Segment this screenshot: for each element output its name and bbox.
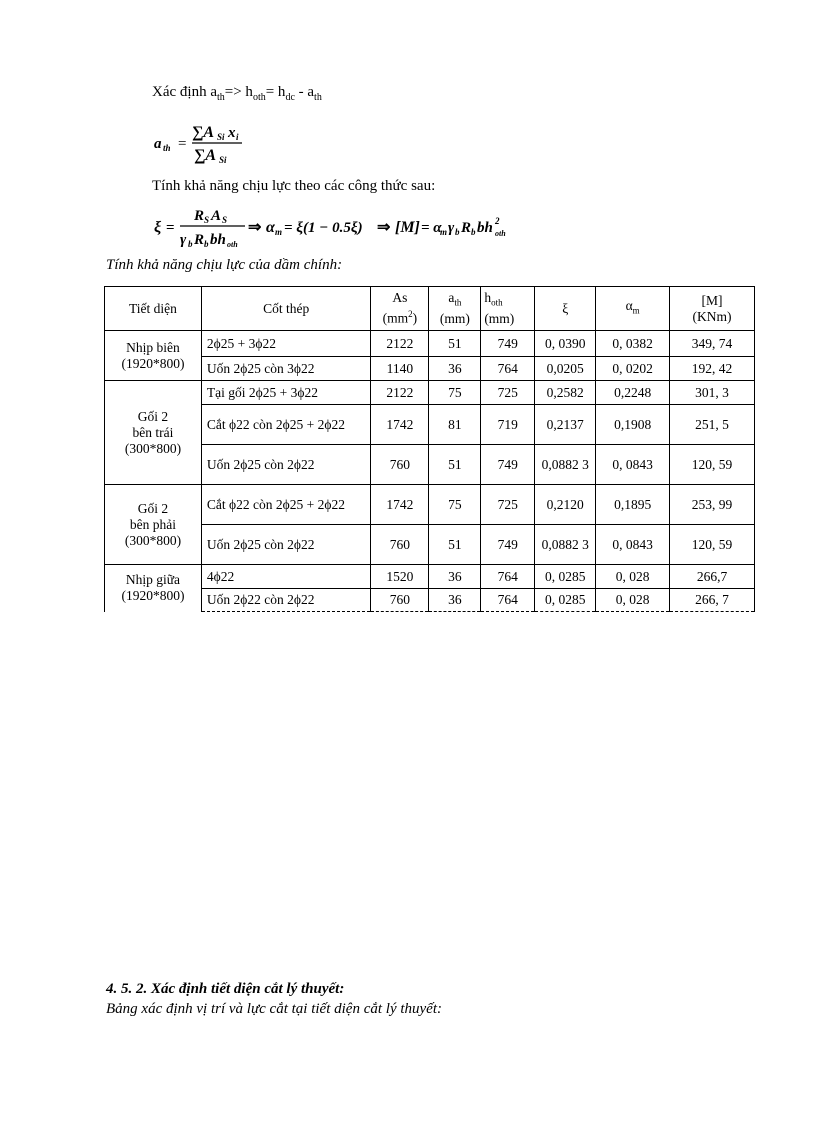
header-hoth: $h_{oth}$ (mm) bbox=[481, 287, 535, 331]
table-row bbox=[105, 589, 755, 612]
intro-line: Xác định $a_{th}=> h_{oth}= h_{dc} - a_{th}$ bbox=[152, 84, 322, 103]
svg-text:x: x bbox=[228, 125, 236, 141]
ath-cell: 51 bbox=[429, 331, 481, 357]
svg-text:S: S bbox=[204, 215, 210, 225]
ath-cell: 51 bbox=[429, 445, 481, 485]
alpha-m-cell: 0, 028 bbox=[596, 565, 670, 589]
hoth-cell: 725 bbox=[481, 485, 535, 525]
as-cell: 1140 bbox=[371, 357, 429, 381]
hoth-cell: 764 bbox=[481, 565, 535, 589]
svg-text:⇒: ⇒ bbox=[248, 219, 262, 236]
alpha-m-cell: 0, 0382 bbox=[596, 331, 670, 357]
table-row bbox=[105, 381, 755, 405]
svg-text:R: R bbox=[461, 220, 472, 236]
moment-cell: 266, 7 bbox=[670, 589, 755, 612]
svg-text:[M]: [M] bbox=[395, 219, 420, 236]
xi-cell: 0,2120 bbox=[535, 485, 596, 525]
moment-cell: 253, 99 bbox=[670, 485, 755, 525]
svg-text:γ: γ bbox=[180, 232, 187, 248]
ath-cell: 81 bbox=[429, 405, 481, 445]
steel-cell: Uốn 2ϕ25 còn 2ϕ22 bbox=[201, 445, 371, 485]
moment-cell: 349, 74 bbox=[670, 331, 755, 357]
svg-text:R: R bbox=[194, 208, 205, 224]
as-cell: 1742 bbox=[371, 405, 429, 445]
xi-cell: 0,2137 bbox=[535, 405, 596, 445]
table-row bbox=[105, 525, 755, 565]
svg-text:bh: bh bbox=[477, 220, 493, 236]
formula-capacity bbox=[152, 204, 552, 252]
alpha-m-cell: 0, 0843 bbox=[596, 445, 670, 485]
moment-cell: 301, 3 bbox=[670, 381, 755, 405]
alpha-m-cell: 0,1895 bbox=[596, 485, 670, 525]
group-label: Nhịp biên (1920*800) bbox=[105, 331, 202, 381]
xi-cell: 0, 0390 bbox=[535, 331, 596, 357]
header-steel: Cốt thép bbox=[201, 287, 371, 331]
steel-cell: Tại gối 2ϕ25 + 3ϕ22 bbox=[201, 381, 371, 405]
svg-text:S: S bbox=[222, 215, 228, 225]
as-cell: 1742 bbox=[371, 485, 429, 525]
formula-ath bbox=[152, 118, 272, 168]
hoth-cell: 725 bbox=[481, 381, 535, 405]
header-moment: [M] (KNm) bbox=[670, 287, 755, 331]
svg-text:2: 2 bbox=[495, 216, 500, 226]
steel-cell: 4ϕ22 bbox=[201, 565, 371, 589]
svg-text:b: b bbox=[204, 239, 209, 249]
svg-text:b: b bbox=[455, 227, 460, 237]
table-row bbox=[105, 331, 755, 357]
alpha-m-cell: 0, 028 bbox=[596, 589, 670, 612]
xi-cell: 0, 0285 bbox=[535, 589, 596, 612]
svg-text:b: b bbox=[471, 227, 476, 237]
as-cell: 760 bbox=[371, 525, 429, 565]
table-row bbox=[105, 565, 755, 589]
svg-text:oth: oth bbox=[495, 229, 506, 238]
xi-cell: 0,0882 3 bbox=[535, 445, 596, 485]
svg-text:∑A: ∑A bbox=[192, 124, 215, 141]
xi-cell: 0,0205 bbox=[535, 357, 596, 381]
svg-text:R: R bbox=[194, 232, 205, 248]
capacity-table bbox=[104, 286, 755, 612]
alpha-m-cell: 0,1908 bbox=[596, 405, 670, 445]
xi-cell: 0,2582 bbox=[535, 381, 596, 405]
section-heading: 4. 5. 2. Xác định tiết diện cắt lý thuyết: bbox=[106, 981, 345, 997]
table-row bbox=[105, 445, 755, 485]
group-label: Gối 2 bên phải (300*800) bbox=[105, 485, 202, 565]
svg-text:α: α bbox=[266, 219, 275, 236]
svg-text:=: = bbox=[166, 220, 175, 236]
svg-text:ξ: ξ bbox=[154, 219, 162, 236]
header-section: Tiết diện bbox=[105, 287, 202, 331]
header-alpha-m: $\alpha_m$ bbox=[596, 287, 670, 331]
hoth-cell: 749 bbox=[481, 525, 535, 565]
ath-cell: 75 bbox=[429, 381, 481, 405]
svg-text:∑A: ∑A bbox=[194, 147, 217, 164]
hoth-cell: 719 bbox=[481, 405, 535, 445]
table-row bbox=[105, 357, 755, 381]
alpha-m-cell: 0, 0202 bbox=[596, 357, 670, 381]
as-cell: 2122 bbox=[371, 381, 429, 405]
hoth-cell: 749 bbox=[481, 331, 535, 357]
svg-text:oth: oth bbox=[227, 240, 238, 249]
moment-cell: 266,7 bbox=[670, 565, 755, 589]
as-cell: 1520 bbox=[371, 565, 429, 589]
as-cell: 2122 bbox=[371, 331, 429, 357]
header-xi: ξ bbox=[535, 287, 596, 331]
group-label: Gối 2 bên trái (300*800) bbox=[105, 381, 202, 485]
svg-text:= ξ(1 − 0.5ξ): = ξ(1 − 0.5ξ) bbox=[284, 220, 363, 236]
alpha-m-cell: 0, 0843 bbox=[596, 525, 670, 565]
svg-text:γ: γ bbox=[448, 220, 455, 236]
hoth-cell: 764 bbox=[481, 357, 535, 381]
svg-text:m: m bbox=[275, 227, 283, 237]
steel-cell: 2ϕ25 + 3ϕ22 bbox=[201, 331, 371, 357]
svg-text:bh: bh bbox=[210, 232, 226, 248]
table-caption: Tính khả năng chịu lực của dầm chính: bbox=[106, 257, 343, 273]
svg-text:m: m bbox=[440, 227, 448, 237]
svg-text:b: b bbox=[188, 239, 193, 249]
svg-text:=: = bbox=[178, 136, 187, 152]
hoth-cell: 764 bbox=[481, 589, 535, 612]
as-cell: 760 bbox=[371, 445, 429, 485]
moment-cell: 251, 5 bbox=[670, 405, 755, 445]
header-ath: $a_{th}$ (mm) bbox=[429, 287, 481, 331]
hoth-cell: 749 bbox=[481, 445, 535, 485]
svg-text:⇒: ⇒ bbox=[377, 219, 391, 236]
group-label: Nhịp giữa (1920*800) bbox=[105, 565, 202, 612]
svg-text:Si: Si bbox=[217, 132, 225, 142]
ath-cell: 36 bbox=[429, 565, 481, 589]
alpha-m-cell: 0,2248 bbox=[596, 381, 670, 405]
svg-text:= α: = α bbox=[421, 220, 442, 236]
svg-text:Si: Si bbox=[219, 155, 227, 165]
svg-text:i: i bbox=[236, 132, 239, 142]
ath-cell: 36 bbox=[429, 357, 481, 381]
moment-cell: 120, 59 bbox=[670, 445, 755, 485]
section-subtitle: Bảng xác định vị trí và lực cắt tại tiết diện cắt lý thuyết: bbox=[106, 1001, 442, 1017]
as-cell: 760 bbox=[371, 589, 429, 612]
ath-cell: 75 bbox=[429, 485, 481, 525]
xi-cell: 0,0882 3 bbox=[535, 525, 596, 565]
steel-cell: Cắt ϕ22 còn 2ϕ25 + 2ϕ22 bbox=[201, 405, 371, 445]
steel-cell: Cắt ϕ22 còn 2ϕ25 + 2ϕ22 bbox=[201, 485, 371, 525]
table-row bbox=[105, 405, 755, 445]
ath-cell: 36 bbox=[429, 589, 481, 612]
steel-cell: Uốn 2ϕ25 còn 2ϕ22 bbox=[201, 525, 371, 565]
steel-cell: Uốn 2ϕ22 còn 2ϕ22 bbox=[201, 589, 371, 612]
ath-cell: 51 bbox=[429, 525, 481, 565]
table-header-row bbox=[105, 287, 755, 331]
moment-cell: 120, 59 bbox=[670, 525, 755, 565]
header-as: As $(mm^2)$ bbox=[371, 287, 429, 331]
formula-intro-text: Tính khả năng chịu lực theo các công thức sau: bbox=[152, 178, 436, 194]
svg-text:th: th bbox=[163, 143, 171, 153]
xi-cell: 0, 0285 bbox=[535, 565, 596, 589]
steel-cell: Uốn 2ϕ25 còn 3ϕ22 bbox=[201, 357, 371, 381]
svg-text:A: A bbox=[211, 208, 222, 224]
moment-cell: 192, 42 bbox=[670, 357, 755, 381]
svg-text:a: a bbox=[154, 136, 162, 152]
table-row bbox=[105, 485, 755, 525]
